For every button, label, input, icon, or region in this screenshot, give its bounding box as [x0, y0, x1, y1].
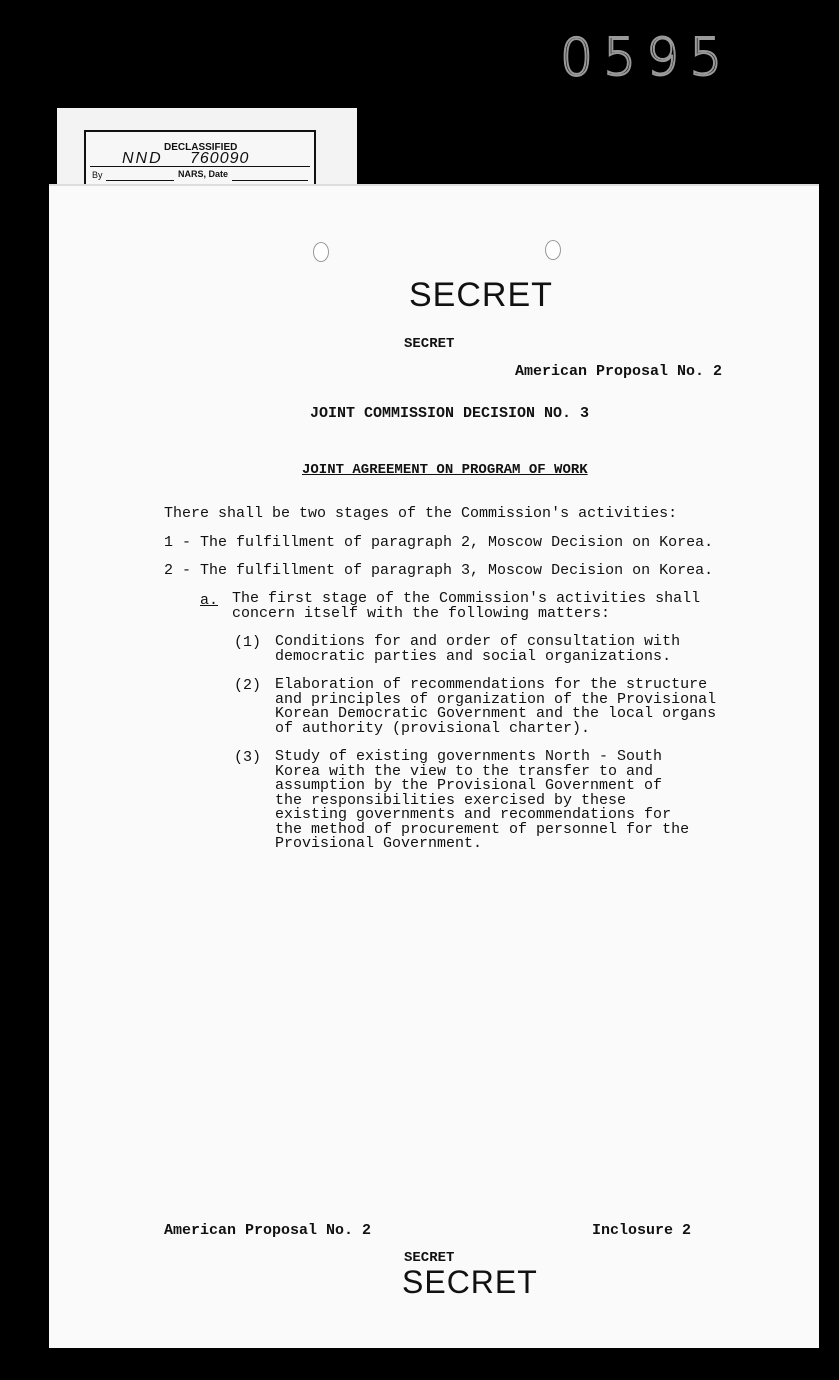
declassification-stamp: [84, 130, 316, 189]
stamp-divider: [90, 166, 310, 167]
date-line: [232, 180, 308, 181]
stage-2: 2 - The fulfillment of paragraph 3, Moscow Decision on Korea.: [164, 562, 714, 579]
frame-number: 0595: [560, 28, 733, 88]
agreement-title: JOINT AGREEMENT ON PROGRAM OF WORK: [302, 462, 588, 478]
footer-classification: SECRET: [404, 1250, 455, 1266]
intro-paragraph: There shall be two stages of the Commission's activities:: [164, 505, 678, 522]
classification-header: SECRET: [404, 336, 455, 352]
secret-stamp-top: SECRET: [409, 276, 553, 314]
authority-number: 760090: [190, 150, 250, 167]
secret-stamp-bottom: SECRET: [402, 1264, 538, 1300]
stage-1: 1 - The fulfillment of paragraph 2, Moscow Decision on Korea.: [164, 534, 714, 551]
by-signature-line: [106, 180, 174, 181]
item-2-number: (2): [234, 677, 262, 694]
nars-date-label: NARS, Date: [178, 169, 229, 179]
declassified-label: DECLASSIFIED: [164, 142, 238, 153]
punch-hole: [545, 240, 561, 260]
item-3-text: Study of existing governments North - South Korea with the view to the transfer to and assumption by the Provisional Government of the responsibilities exercised by these existing governments and recommendations for the method of procurement of personnel for the Provisional Government.: [275, 748, 690, 852]
sub-item-a-marker: a.: [200, 592, 219, 609]
by-label: By: [92, 170, 103, 180]
proposal-reference: American Proposal No. 2: [515, 363, 723, 380]
item-2-text: Elaboration of recommendations for the structure and principles of organization of the Provisional Korean Democratic Government and the local organs of authority (provisional charter).: [275, 676, 717, 737]
decision-title: JOINT COMMISSION DECISION NO. 3: [310, 405, 590, 422]
document-page: [49, 184, 819, 1348]
authority-code: NND: [122, 150, 163, 167]
footer-inclosure: Inclosure 2: [592, 1222, 692, 1239]
item-1-text: Conditions for and order of consultation with democratic parties and social organizations.: [275, 633, 681, 665]
footer-proposal-reference: American Proposal No. 2: [164, 1222, 372, 1239]
sub-item-a-text: The first stage of the Commission's activities shall concern itself with the following matters:: [232, 590, 701, 622]
item-1-number: (1): [234, 634, 262, 651]
item-3-number: (3): [234, 749, 262, 766]
punch-hole: [313, 242, 329, 262]
